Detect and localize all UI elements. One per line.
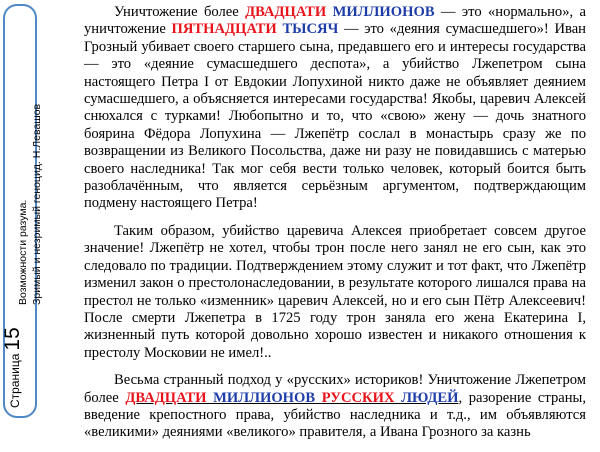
page-label: Страница <box>8 353 22 408</box>
p1-highlight-thousand: ТЫСЯЧ <box>282 21 339 38</box>
p1-highlight-million: МИЛЛИОНОВ <box>332 4 435 20</box>
book-info <box>16 104 44 305</box>
p3-highlight-russian: РУССКИХ <box>321 389 395 406</box>
p1-text-2: — это «нормально», а уничтожение <box>84 4 586 38</box>
p1-highlight-twenty: ДВАДЦАТИ <box>245 4 327 20</box>
page-content <box>84 4 586 452</box>
paragraph-1 <box>84 4 586 213</box>
paragraph-2: Таким образом, убийство царевича Алексея приобретает совсем другое значение! Лжепётр не хотел, чтобы трон после него занял не его сын, как это следовало по традиции. Подтверждением этому служит и тот факт, что Лжепётр изменил закон о престолонаследовании, в результате которого лишался права на престол не только «изменник» царевич Алексей, но и его сын Пётр Алексеевич! После смерти Лжепетра в 1725 году трон заняла его жена Екатерина I, жизненный путь которой довольно хорошо известен и никакого отношения к престолу Московии не имел!.. <box>84 222 586 361</box>
p3-highlight-people: ЛЮДЕЙ <box>401 389 459 406</box>
p3-underlined-phrase <box>125 390 458 406</box>
page-indicator <box>1 327 25 408</box>
paragraph-3 <box>84 372 586 442</box>
p1-highlight-fifteen: ПЯТНАДЦАТИ <box>171 21 277 38</box>
book-title: Зримый и незримый геноцид. Н.Левашов <box>31 103 43 305</box>
book-subject: Возможности разума. <box>17 199 29 305</box>
p3-highlight-million: МИЛЛИОНОВ <box>213 389 316 406</box>
p1-text-3: — это «деяния сумасшедшего»! Иван Грозный убивает своего старшего сына, предавшего его и интересы государства — это «деяние сумасшедшего деспота», а убийство Лжепетром сына настоящего Петра I от Евдокии Лопухиной никто даже не объявляет деянием сумасшедшего, а объясняется интересами государства! Якобы, царевич Алексей снюхался с турками! Любопытно и то, что «свою» жену — дочь знатного боярина Фёдора Лопухина — Лжепётр сослал в монастырь сразу же по возвращении из Великого Посольства, даже ни разу не повидавшись с матерью своего наследника! Так мог себя вести только человек, который боится быть разоблачённым, что является серьёзным аргументом, подтверждающим подмену настоящего Петра! <box>84 21 586 212</box>
p1-text-1: Уничтожение более <box>114 4 246 20</box>
p3-highlight-twenty: ДВАДЦАТИ <box>125 389 207 406</box>
p3-text-2: , разорение страны, введение крепостного права, убийство наследника и т.д., им объявляются «великими» деяниями «великого» правителя, а Ивана Грозного за казнь <box>84 389 586 441</box>
p3-text-1: Весьма странный подход у «русских» историков! Уничтожение Лжепетром более <box>84 372 586 406</box>
page-number: 15 <box>1 327 24 351</box>
